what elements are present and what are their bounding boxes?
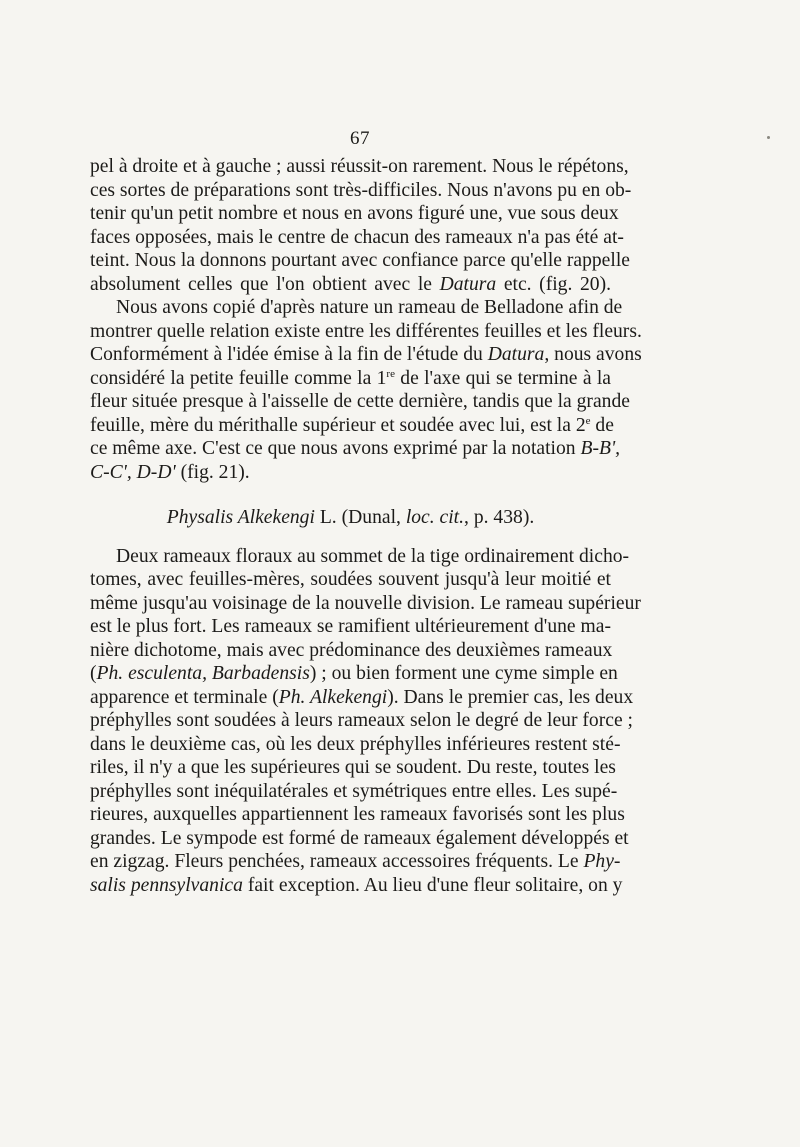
text-run: Conformément à l'idée émise à la fin de l'étude du <box>90 344 488 365</box>
text-run: etc. (fig. 20). <box>496 273 612 295</box>
text-line: pel à droite et à gauche ; aussi réussit-on rarement. Nous le répétons, <box>90 156 629 177</box>
text-run: , p. 438). <box>464 507 535 528</box>
paragraph-3 <box>90 545 641 898</box>
text-run: absolument celles que l'on obtient avec le <box>90 273 440 295</box>
text-run: ( <box>90 663 97 684</box>
text-line <box>90 850 621 874</box>
text-run: ce même axe. C'est ce que nous avons exprimé par la notation <box>90 438 581 459</box>
text-line <box>90 662 618 686</box>
italic-run: Datura <box>439 273 497 295</box>
text-line <box>90 273 611 297</box>
text-line: grandes. Le sympode est formé de rameaux également développés et <box>90 827 629 849</box>
text-line <box>90 343 642 367</box>
text-run: de <box>590 414 614 436</box>
paragraph-1 <box>90 155 632 296</box>
text-run: ) ; ou bien forment une cyme simple en <box>309 663 618 684</box>
text-line <box>90 874 623 898</box>
text-run: apparence et terminale ( <box>90 686 279 708</box>
margin-mark <box>767 136 770 139</box>
text-run: en zigzag. Fleurs penchées, rameaux accessoires fréquents. Le <box>90 851 584 872</box>
text-run: L. (Dunal, <box>314 507 406 528</box>
text-line <box>90 437 621 461</box>
text-run: feuille, mère du mérithalle supérieur et soudée avec lui, est la 2 <box>90 414 586 436</box>
text-line: préphylles sont inéquilatérales et symétriques entre elles. Les supé- <box>90 780 618 802</box>
text-line: Nous avons copié d'après nature un rameau de Belladone afin de <box>116 297 623 318</box>
text-line: est le plus fort. Les rameaux se ramifient ultérieurement d'une ma- <box>90 616 611 637</box>
text-run: fait exception. Au lieu d'une fleur solitaire, on y <box>242 874 623 896</box>
text-line: fleur située presque à l'aisselle de cette dernière, tandis que la grande <box>90 391 630 412</box>
text-run: considéré la petite feuille comme la 1 <box>90 367 387 389</box>
text-line <box>90 686 634 710</box>
section-heading <box>90 506 611 530</box>
italic-run: Datura <box>487 344 545 365</box>
text-line: nière dichotome, mais avec prédominance des deuxièmes rameaux <box>90 639 613 661</box>
italic-run: C-C', D-D' <box>90 461 176 483</box>
text-line: tenir qu'un petit nombre et nous en avons figuré une, vue sous deux <box>90 203 619 224</box>
text-line: rieures, auxquelles appartiennent les rameaux favorisés sont les plus <box>90 804 625 825</box>
text-line: riles, il n'y a que les supérieures qui se soudent. Du reste, toutes les <box>90 757 616 778</box>
page-number: 67 <box>350 128 370 149</box>
italic-run: loc. cit. <box>405 507 465 528</box>
italic-run: Ph. Alkekengi <box>278 686 388 708</box>
body-text <box>90 155 642 897</box>
italic-run: B-B', <box>580 438 621 459</box>
text-run: (fig. 21). <box>175 461 250 483</box>
text-line <box>90 414 614 438</box>
text-line: montrer quelle relation existe entre les différentes feuilles et les fleurs. <box>90 320 642 342</box>
text-line: préphylles sont soudées à leurs rameaux selon le degré de leur force ; <box>90 710 633 731</box>
text-run: de l'axe qui se termine à la <box>394 367 611 389</box>
species-name: Physalis Alkekengi <box>166 507 315 528</box>
text-line <box>90 367 611 391</box>
paragraph-2 <box>90 296 642 484</box>
text-line: dans le deuxième cas, où les deux préphylles inférieures restent sté- <box>90 733 621 755</box>
italic-run: Ph. esculenta, Barbadensis <box>96 663 310 684</box>
italic-run: salis pennsylvanica <box>90 874 243 896</box>
text-line: tomes, avec feuilles-mères, soudées souvent jusqu'à leur moitié et <box>90 569 611 590</box>
text-line <box>90 461 611 485</box>
superscript: e <box>585 414 591 427</box>
text-line: teint. Nous la donnons pourtant avec confiance parce qu'elle rappelle <box>90 250 630 271</box>
text-run: ). Dans le premier cas, les deux <box>387 686 634 708</box>
italic-run: Phy- <box>583 851 621 872</box>
text-line: même jusqu'au voisinage de la nouvelle division. Le rameau supérieur <box>90 592 641 614</box>
superscript: re <box>386 367 395 380</box>
text-line: Deux rameaux floraux au sommet de la tige ordinairement dicho- <box>116 545 630 567</box>
text-line: faces opposées, mais le centre de chacun des rameaux n'a pas été at- <box>90 226 624 248</box>
text-run: , nous avons <box>544 344 642 365</box>
text-line: ces sortes de préparations sont très-difficiles. Nous n'avons pu en ob- <box>90 179 632 201</box>
